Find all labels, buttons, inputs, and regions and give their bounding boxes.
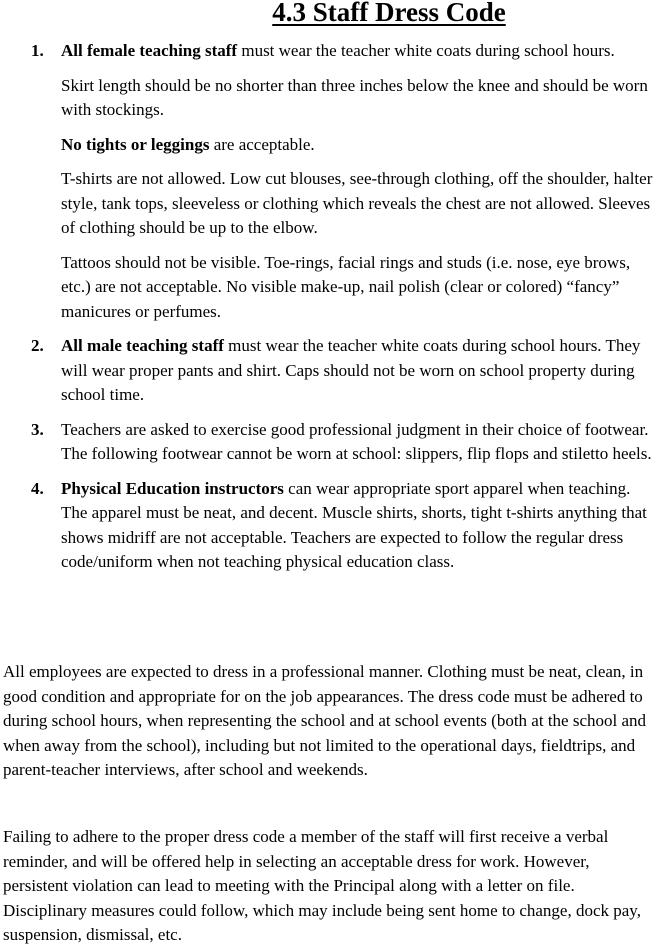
lead-text: Teachers are asked to exercise good professional judgment in their choice of footwear. The following footwear cannot be worn at school: slippers, flip flops and stiletto heels. xyxy=(61,419,652,463)
list-number: 4. xyxy=(31,478,44,498)
body-paragraph-disciplinary: Failing to adhere to the proper dress code a member of the staff will first receive a verbal reminder, and will be offered help in selecting an acceptable dress for work. However, persistent violation can lead to meeting with the Principal along with a letter on file. Disciplinary measures could follow, which may include being sent home to change, dock pay, suspension, dismissal, etc. xyxy=(3,827,641,944)
bold-phrase: No tights or leggings xyxy=(61,134,210,154)
list-item-lead xyxy=(61,477,653,575)
bold-lead: All male teaching staff xyxy=(61,336,224,355)
bold-lead: Physical Education instructors xyxy=(61,478,284,498)
section-title: 4.3 Staff Dress Code xyxy=(272,0,506,27)
dress-code-list xyxy=(0,39,655,585)
list-item-female-staff xyxy=(0,39,655,324)
sub-paragraph-skirt: Skirt length should be no shorter than three inches below the knee and should be worn with stockings. xyxy=(61,75,648,119)
sub-paragraph-tights: No tights or leggings are acceptable. xyxy=(61,134,315,154)
lead-text: must wear the teacher white coats during school hours. xyxy=(237,41,615,60)
list-item-pe-instructors xyxy=(0,477,655,575)
lead-text: must wear the teacher white coats during school hours. They will wear proper pants and shirt. Caps should not be worn on school property during school time. xyxy=(61,336,641,404)
bold-lead: All female teaching staff xyxy=(61,41,238,60)
body-paragraph-professional-manner: All employees are expected to dress in a professional manner. Clothing must be neat, clean, in good condition and appropriate for on the job appearances. The dress code must be adhered to during school hours, when representing the school and at school events (both at the school and when away from the school), including but not limited to the operational days, fieldtrips, and parent-teacher interviews, after school and weekends. xyxy=(3,662,647,779)
list-item-lead xyxy=(61,39,653,64)
list-item-lead xyxy=(61,418,653,467)
list-number: 3. xyxy=(31,419,44,439)
sub-paragraph-tshirts: T-shirts are not allowed. Low cut blouses, see-through clothing, off the shoulder, halter style, tank tops, sleeveless or clothing which reveals the chest are not allowed. Sleeves of clothing should be up to the elbow. xyxy=(61,169,653,237)
list-item-footwear xyxy=(0,418,655,467)
sub-paragraph-tattoos: Tattoos should not be visible. Toe-rings, facial rings and studs (i.e. nose, eye brows, etc.) are not acceptable. No visible make-up, nail polish (clear or colored) “fancy” manicures or perfumes. xyxy=(61,252,631,321)
list-item-male-staff xyxy=(0,334,655,408)
list-item-lead xyxy=(61,334,653,408)
lead-text: can wear appropriate sport apparel when teaching. The apparel must be neat, and decent. Muscle shirts, shorts, tight t-shirts anything that shows midriff are not acceptable. Teachers are expected to follow the regular dress code/uniform when not teaching physical education class. xyxy=(61,478,647,571)
list-number: 1. xyxy=(31,41,44,60)
list-number: 2. xyxy=(31,336,44,355)
